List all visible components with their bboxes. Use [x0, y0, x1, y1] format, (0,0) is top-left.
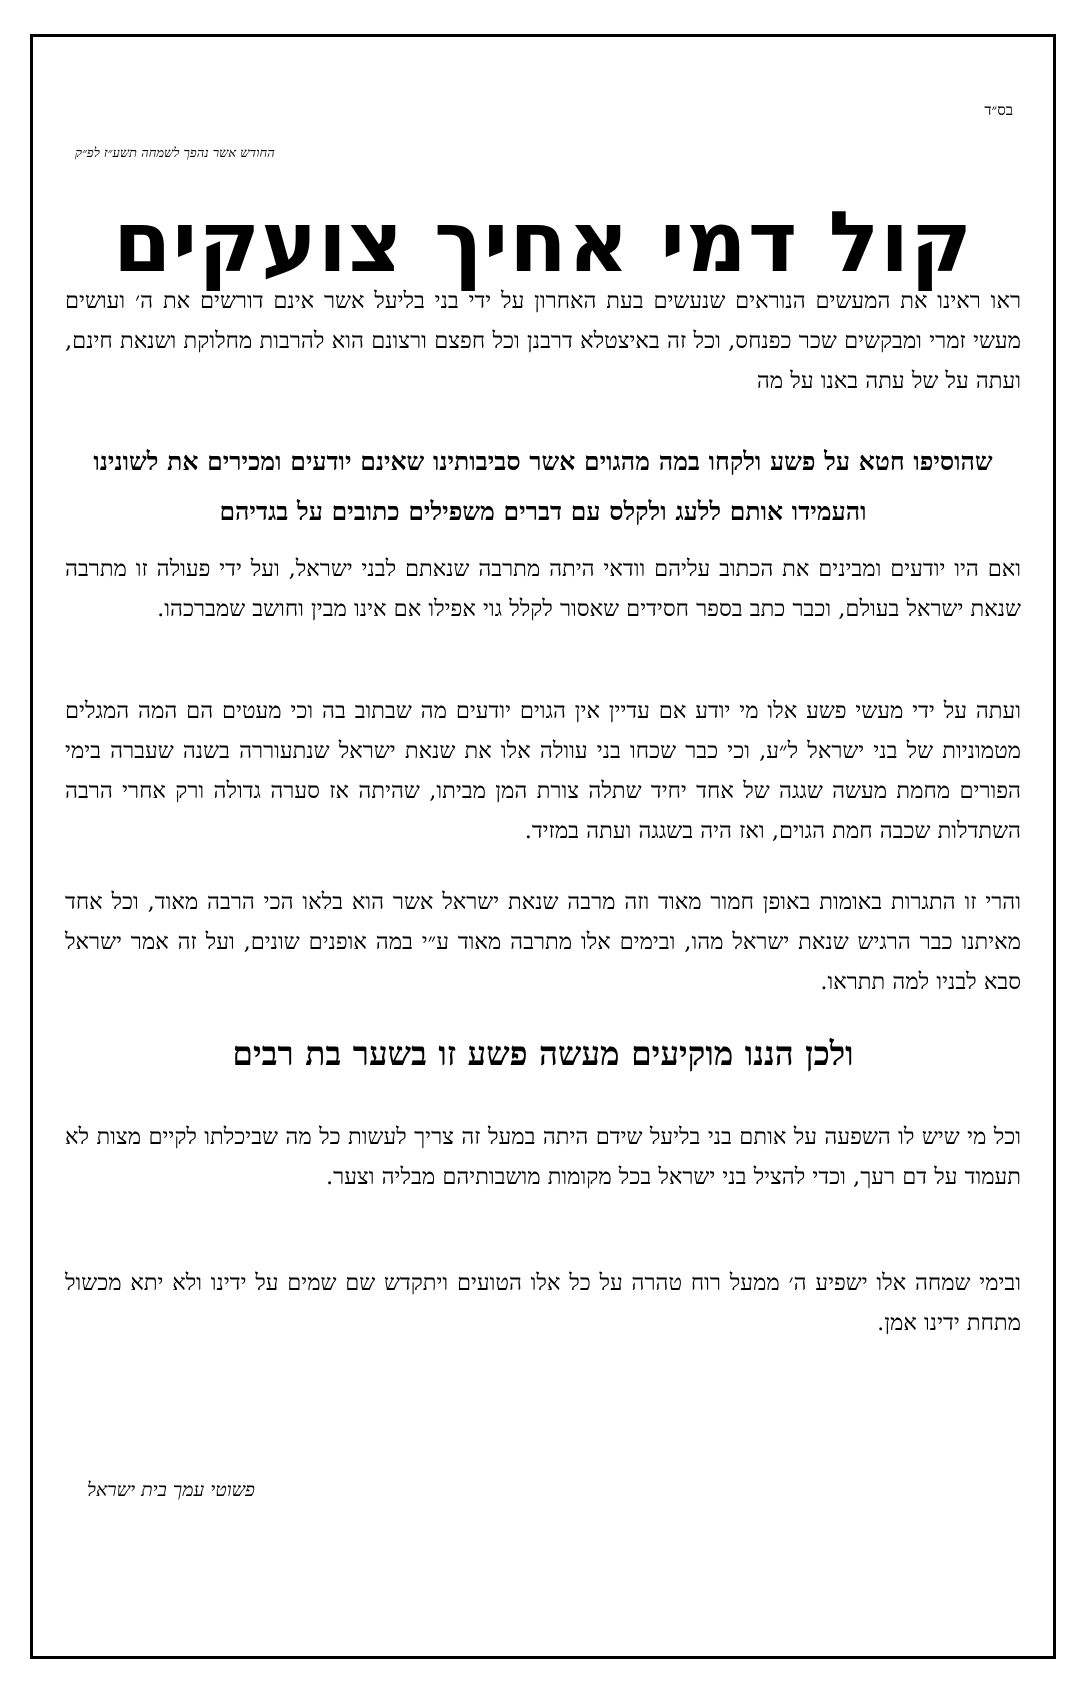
paragraph-5: וכל מי שיש לו השפעה על אותם בני בליעל שידם היתה במעל זה צריך לעשות כל מה שביכלתו לקיים מצות לא תעמוד על דם רעך, וכדי להציל בני ישראל בכל מקומות מושבותיהם מבליה וצער.: [65, 1124, 1021, 1190]
bsd-header: בס״ד: [984, 101, 1013, 119]
document-frame: [30, 34, 1056, 1659]
paragraph-3: ועתה על ידי מעשי פשע אלו מי יודע אם עדיין אין הגוים יודעים מה שבתוב בה וכי מעטים הם המה המגלים מטמוניות של בני ישראל ל״ע, וכי כבר שכחו בני עוולה אלו את שנאת ישראל שנתעוררה בשנה שעברה בימי הפורים מחמת מעשה שגגה של אחד יחיד שתלה צורת המן מביתו, שהיתה אז סערה גדולה ורק אחרי הרבה השתדלות שכבה חמת הגוים, ואז היה בשגגה ועתה במזיד.: [65, 698, 1021, 844]
date-line: החודש אשר נהפך לשמחה תשע״ז לפ״ק: [75, 146, 275, 161]
paragraph-2: ואם היו יודעים ומבינים את הכתוב עליהם וודאי היתה מתרבה שנאתם לבני ישראל, ועל ידי פעולה זו מתרבה שנאת ישראל בעולם, וכבר כתב בספר חסידים שאסור לקלל גוי אפילו אם אינו מבין וחושב שמברכהו.: [65, 556, 1021, 622]
paragraph-4-bold: ולכן הננו מוקיעים מעשה פשע זו בשער בת רבים: [232, 1034, 854, 1073]
document-body: [65, 37, 1021, 1656]
signature: פשוטי עמך בית ישראל: [87, 1479, 255, 1501]
paragraph-6: ובימי שמחה אלו ישפיע ה׳ ממעל רוח טהרה על כל אלו הטועים ויתקדש שם שמים על ידינו ולא יתא מכשול מתחת ידינו אמן.: [65, 1270, 1021, 1336]
paragraph-1-bold: שהוסיפו חטא על פשע ולקחו במה מהגוים אשר סביבותינו שאינם יודעים ומכירים את לשונינו והעמידו אותם ללעג ולקלס עם דברים משפילים כתובים על בגדיהם: [93, 447, 993, 526]
paragraph-1: ראו ראינו את המעשים הנוראים שנעשים בעת האחרון על ידי בני בליעל אשר אינם דורשים את ה׳ ועושים מעשי זמרי ומבקשים שכר כפנחס, וכל זה באיצטלא דרבנן וכל חפצם ורצונם הוא להרבות מחלוקת ושנאת חינם, ועתה על של עתה באנו על מה: [65, 288, 1021, 394]
page-title: קול דמי אחיך צועקים: [113, 193, 973, 291]
paragraph-4: והרי זו התגרות באומות באופן חמור מאוד וזה מרבה שנאת ישראל אשר הוא בלאו הכי הרבה מאוד, וכל אחד מאיתנו כבר הרגיש שנאת ישראל מהו, ובימים אלו מתרבה מאוד ע״י במה אופנים שונים, ועל זה אמר ישראל סבא לבניו למה תתראו.: [65, 889, 1021, 995]
